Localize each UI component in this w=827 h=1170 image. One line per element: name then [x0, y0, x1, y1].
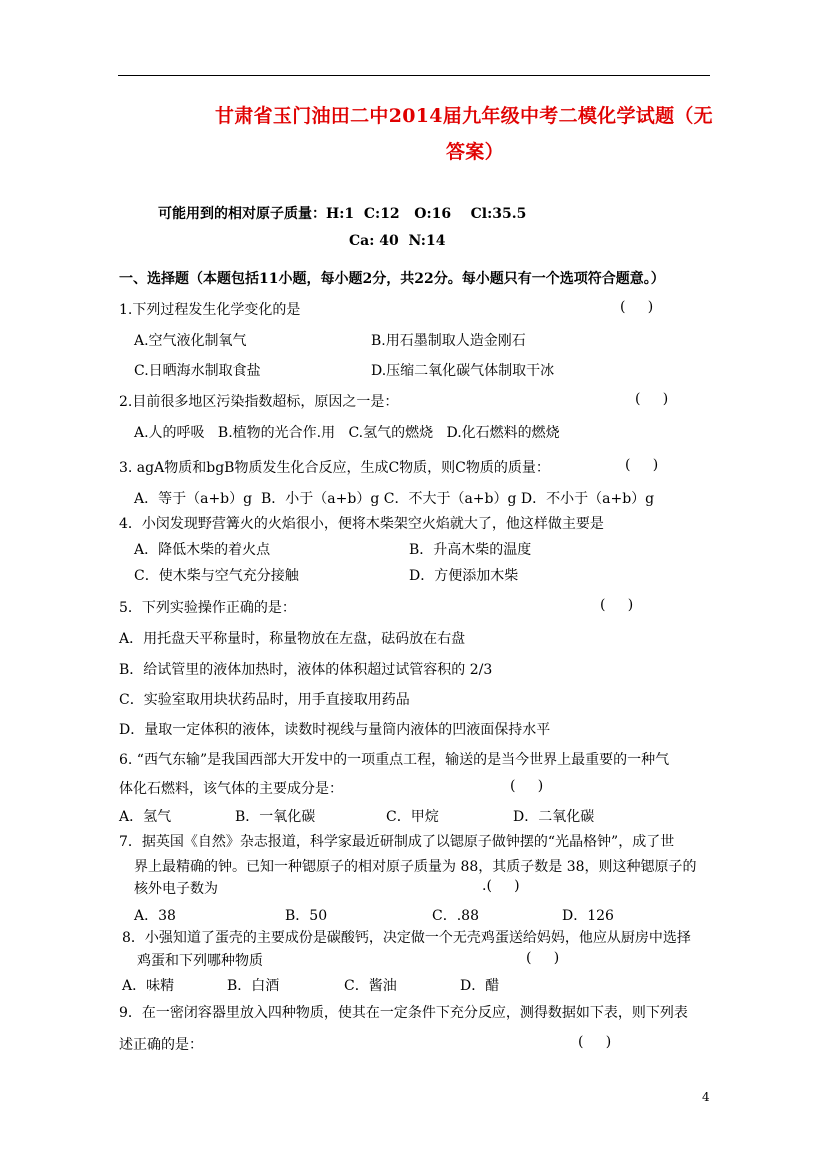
q4-option-d: D．方便添加木柴 — [409, 568, 519, 584]
q7-answer-blank: .( ) — [482, 878, 520, 894]
q6-stem-line1: 6. “西气东输”是我国西部大开发中的一项重点工程，输送的是当今世界上最重要的一种气 — [119, 752, 670, 768]
q8-stem-line1: 8．小强知道了蛋壳的主要成份是碳酸钙，决定做一个无壳鸡蛋送给妈妈，他应从厨房中选择 — [122, 930, 691, 946]
q5-option-d: D．量取一定体积的液体，读数时视线与量筒内液体的凹液面保持水平 — [119, 722, 551, 738]
q5-option-a: A．用托盘天平称量时，称量物放在左盘，砝码放在右盘 — [119, 631, 466, 647]
header-rule — [118, 75, 710, 76]
q5-stem: 5．下列实验操作正确的是： — [119, 600, 296, 616]
q2-answer-blank: ( ) — [635, 391, 669, 407]
q4-stem: 4．小闵发现野营篝火的火焰很小，便将木柴架空火焰就大了，他这样做主要是 — [119, 516, 604, 532]
atomic-mass-line2: Ca: 40 N:14 — [349, 233, 446, 249]
q4-option-c: C．使木柴与空气充分接触 — [134, 568, 299, 584]
q1-option-d: D.压缩二氧化碳气体制取干冰 — [371, 363, 555, 379]
q7-stem-line1: 7．据英国《自然》杂志报道，科学家最近研制成了以锶原子做钟摆的“光晶格钟”，成了世 — [119, 834, 675, 850]
q7-option-d: D．126 — [562, 908, 614, 924]
q2-options: A.人的呼吸 B.植物的光合作.用 C.氢气的燃烧 D.化石燃料的燃烧 — [134, 425, 560, 441]
section-heading: 一、选择题（本题包括11小题，每小题2分，共22分。每小题只有一个选项符合题意。） — [119, 271, 665, 287]
q1-stem: 1.下列过程发生化学变化的是 — [119, 302, 301, 318]
atomic-mass-line1: 可能用到的相对原子质量：H:1 C:12 O:16 Cl:35.5 — [158, 206, 527, 222]
q7-option-c: C．.88 — [432, 908, 479, 924]
q8-option-c: C．酱油 — [344, 978, 397, 994]
q8-option-a: A．味精 — [122, 978, 175, 994]
q6-answer-blank: ( ) — [510, 778, 544, 794]
q8-stem-line2: 鸡蛋和下列哪种物质 — [137, 953, 263, 969]
doc-title-line2: 答案） — [446, 141, 504, 163]
q7-stem-line3: 核外电子数为 — [134, 881, 218, 897]
q6-option-b: B．一氧化碳 — [235, 809, 316, 825]
q9-stem-line2: 述正确的是： — [119, 1037, 203, 1053]
q5-option-b: B．给试管里的液体加热时，液体的体积超过试管容积的 2/3 — [119, 662, 493, 678]
q7-option-b: B．50 — [285, 908, 328, 924]
q9-answer-blank: ( ) — [578, 1034, 612, 1050]
q1-answer-blank: ( ) — [620, 299, 654, 315]
q1-option-c: C.日晒海水制取食盐 — [134, 363, 261, 379]
q8-answer-blank: ( ) — [526, 950, 560, 966]
q6-option-c: C．甲烷 — [386, 809, 439, 825]
q6-option-d: D．二氧化碳 — [513, 809, 595, 825]
page-number: 4 — [702, 1090, 710, 1104]
q5-option-c: C．实验室取用块状药品时，用手直接取用药品 — [119, 692, 410, 708]
q6-option-a: A．氢气 — [119, 809, 172, 825]
q3-options: A．等于（a+b）g B．小于（a+b）g C．不大于（a+b）g D．不小于（a+b）g — [134, 491, 655, 507]
q4-option-a: A．降低木柴的着火点 — [134, 542, 271, 558]
q3-answer-blank: ( ) — [625, 457, 659, 473]
q1-option-b: B.用石墨制取人造金刚石 — [371, 333, 526, 349]
q5-answer-blank: ( ) — [600, 597, 634, 613]
q2-stem: 2.目前很多地区污染指数超标，原因之一是： — [119, 394, 399, 410]
q9-stem-line1: 9．在一密闭容器里放入四种物质，使其在一定条件下充分反应，测得数据如下表，则下列表 — [119, 1005, 688, 1021]
q8-option-b: B．白酒 — [227, 978, 280, 994]
q3-stem: 3. agA物质和bgB物质发生化合反应，生成C物质，则C物质的质量： — [119, 460, 550, 476]
q6-stem-line2: 体化石燃料，该气体的主要成分是： — [119, 781, 343, 797]
doc-title-line1: 甘肃省玉门油田二中2014届九年级中考二模化学试题（无 — [215, 105, 713, 127]
q7-stem-line2: 界上最精确的钟。已知一种锶原子的相对原子质量为 88，其质子数是 38，则这种锶原子的 — [134, 859, 697, 875]
q8-option-d: D．醋 — [460, 978, 500, 994]
q4-option-b: B．升高木柴的温度 — [409, 542, 532, 558]
q7-option-a: A．38 — [134, 908, 176, 924]
q1-option-a: A.空气液化制氧气 — [134, 333, 247, 349]
